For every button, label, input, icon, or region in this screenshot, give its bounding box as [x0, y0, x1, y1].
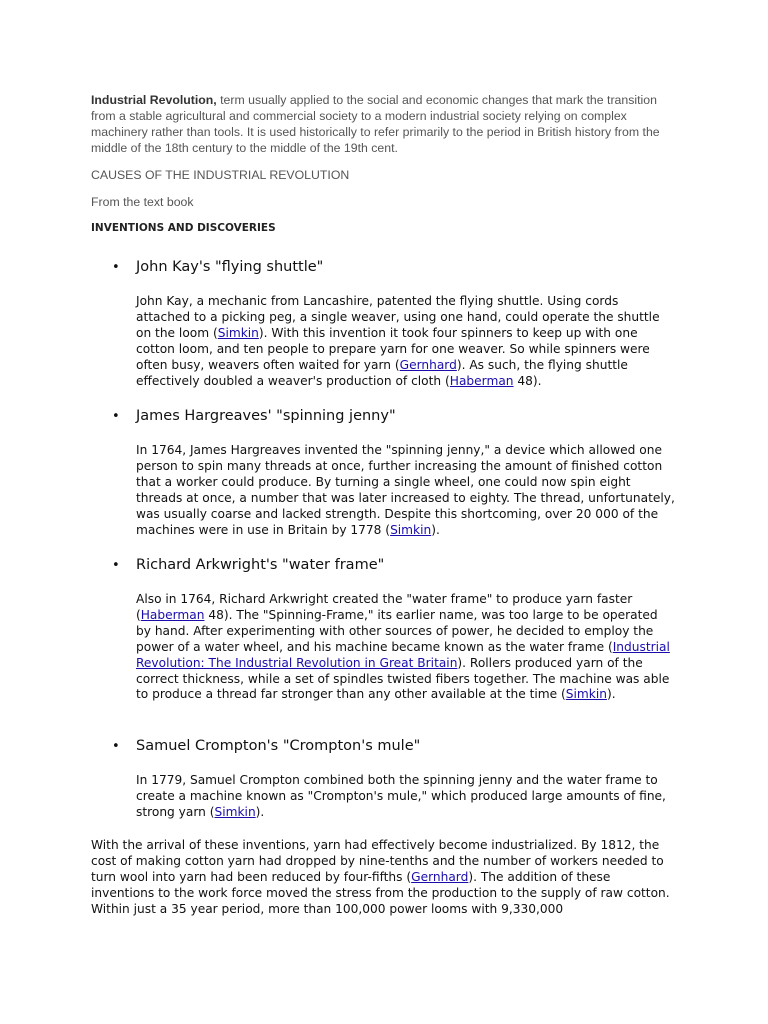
body-text: ). The addition of these inventions to the work force moved the stress from the production to the supply of raw cotton. Within just a 35 year period, more than 100,000 power looms with 9,330,000 [91, 869, 670, 916]
invention-title-text: James Hargreaves' "spinning jenny" [136, 408, 396, 424]
body-text: In 1764, James Hargreaves invented the "spinning jenny," a device which allowed one person to spin many threads at once, further increasing the amount of finished cotton that a worker could produce. By turning a single wheel, one could now spin eight threads at once, a number that was later increased to eighty. The thread, unfortunately, was usually coarse and lacked strength. Despite this shortcoming, over 20 000 of the machines were in use in Britain by 1778 ( [136, 443, 675, 537]
citation-link[interactable]: Haberman [449, 373, 514, 388]
body-text: ). Rollers produced yarn of the correct thickness, while a set of spindles twisted fibers together. The machine was able to produce a thread far stronger than any other available at the time ( [136, 655, 670, 702]
body-text: ). [606, 687, 616, 702]
inventions-heading: INVENTIONS AND DISCOVERIES [91, 222, 276, 234]
citation-link[interactable]: Simkin [565, 687, 607, 702]
invention-body-spinning-jenny [136, 443, 676, 538]
intro-definition: term usually applied to the social and economic changes that mark the transition from a stable agricultural and commercial society to a modern industrial society relying on complex machinery rather than tools. It is used historically to refer primarily to the period in British history from the middle of the 18th century to the middle of the 19th cent. [91, 93, 660, 155]
invention-body-cromptons-mule [136, 773, 676, 821]
body-text: 48). The "Spinning-Frame," its earlier name, was too large to be operated by hand. After experimenting with other sources of power, he decided to employ the power of a water wheel, and his machine became known as the water frame ( [136, 607, 658, 654]
body-text: In 1779, Samuel Crompton combined both the spinning jenny and the water frame to create a machine known as "Crompton's mule," which produced large amounts of fine, strong yarn ( [136, 773, 666, 819]
body-text: 48). [513, 373, 542, 388]
intro-paragraph [91, 92, 676, 156]
invention-title-text: John Kay's "flying shuttle" [136, 259, 324, 275]
citation-link[interactable]: Simkin [217, 325, 259, 340]
invention-title-text: Samuel Crompton's "Crompton's mule" [136, 738, 421, 754]
body-text: ). As such, the flying shuttle effectively doubled a weaver's production of cloth ( [136, 357, 628, 388]
closing-paragraph [91, 838, 676, 918]
from-text-line: From the text book [91, 195, 194, 209]
bullet-icon: • [112, 558, 120, 573]
causes-heading: CAUSES OF THE INDUSTRIAL REVOLUTION [91, 168, 350, 182]
body-text: John Kay, a mechanic from Lancashire, patented the flying shuttle. Using cords attached to a picking peg, a single weaver, using one hand, could operate the shuttle on the loom ( [136, 294, 660, 340]
intro-term: Industrial Revolution, [91, 93, 217, 107]
citation-link[interactable]: Haberman [140, 607, 205, 622]
body-text: Also in 1764, Richard Arkwright created the "water frame" to produce yarn faster ( [136, 592, 633, 622]
citation-link[interactable]: Simkin [214, 804, 256, 819]
invention-title-spinning-jenny [112, 407, 396, 426]
citation-link[interactable]: Industrial Revolution: The Industrial Revolution in Great Britain [136, 639, 670, 670]
body-text: ). With this invention it took four spinners to keep up with one cotton loom, and ten people to prepare yarn for one weaver. So while spinners were often busy, weavers often waited for yarn ( [136, 325, 650, 372]
invention-title-water-frame [112, 556, 384, 575]
invention-title-flying-shuttle [112, 258, 323, 277]
bullet-icon: • [112, 409, 120, 424]
citation-link[interactable]: Gernhard [411, 869, 469, 884]
bullet-icon: • [112, 739, 120, 754]
invention-body-water-frame [136, 592, 676, 703]
citation-link[interactable]: Simkin [390, 522, 432, 537]
body-text: With the arrival of these inventions, yarn had effectively become industrialized. By 1812, the cost of making cotton yarn had dropped by nine-tenths and the number of workers needed to turn wool into yarn had been reduced by four-fifths ( [91, 838, 664, 884]
invention-body-flying-shuttle [136, 294, 676, 389]
invention-title-text: Richard Arkwright's "water frame" [136, 557, 385, 573]
body-text: ). [255, 804, 265, 819]
invention-title-cromptons-mule [112, 737, 420, 756]
bullet-icon: • [112, 260, 120, 275]
citation-link[interactable]: Gernhard [399, 357, 457, 372]
body-text: ). [431, 522, 440, 537]
